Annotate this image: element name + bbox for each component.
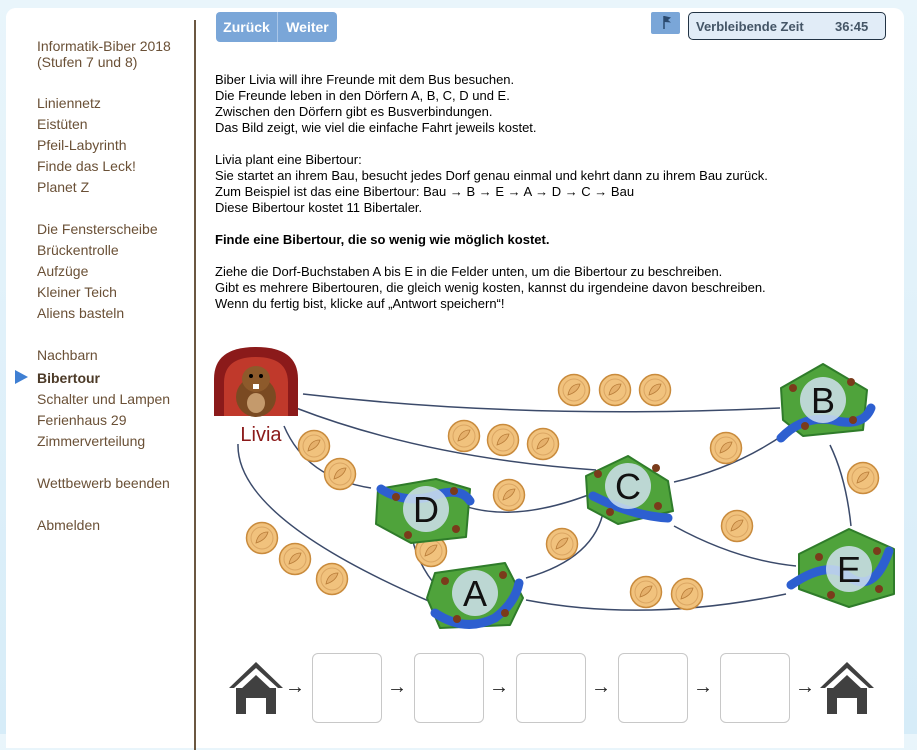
bibertaler-coin-icon	[494, 480, 525, 511]
timer-label: Verbleibende Zeit	[696, 19, 804, 34]
village-b[interactable]	[781, 364, 871, 438]
intro-line: Zwischen den Dörfern gibt es Busverbindungen.	[215, 104, 493, 119]
village-letter[interactable]: D	[413, 489, 439, 530]
sequence-arrow: →	[693, 676, 713, 698]
bibertaler-coin-icon	[317, 564, 348, 595]
beaver-hut-icon	[801, 422, 809, 430]
answer-slot-4[interactable]	[618, 653, 688, 723]
bibertaler-coin-icon	[631, 577, 662, 608]
village-c[interactable]	[586, 456, 673, 524]
beaver-belly	[247, 393, 265, 413]
intro-line: Biber Livia will ihre Freunde mit dem Bus besuchen.	[215, 72, 515, 87]
beaver-eye	[259, 374, 263, 378]
task-frame	[6, 8, 904, 748]
instruction-line: Wenn du fertig bist, klicke auf „Antwort speichern“!	[215, 296, 505, 311]
sidebar-item-planet-z[interactable]: Planet Z	[37, 179, 90, 195]
intro-line: Das Bild zeigt, wie viel die einfache Fahrt jeweils kostet.	[215, 120, 537, 135]
tour-line: Diese Bibertour kostet 11 Bibertaler.	[215, 200, 423, 215]
answer-slot-3[interactable]	[516, 653, 586, 723]
livia-home	[214, 347, 298, 446]
contest-subtitle: (Stufen 7 und 8)	[37, 54, 138, 70]
sidebar-item-aufzuege[interactable]: Aufzüge	[37, 263, 89, 279]
village-letter[interactable]: B	[810, 380, 836, 421]
beaver-hut-icon	[392, 493, 400, 501]
answer-slot-5[interactable]	[720, 653, 790, 723]
sequence-arrow: →	[795, 676, 815, 698]
sequence-arrow: →	[591, 676, 611, 698]
sidebar-item-zimmerverteilung[interactable]: Zimmerverteilung	[37, 433, 146, 449]
village-letter[interactable]: A	[462, 573, 488, 614]
beaver-hut-icon	[499, 571, 507, 579]
beaver-hut-icon	[849, 416, 857, 424]
beaver-hut-icon	[654, 502, 662, 510]
beaver-teeth	[253, 384, 259, 389]
bibertaler-coin-icon	[722, 511, 753, 542]
bibertaler-coin-icon	[711, 433, 742, 464]
bibertaler-coin-icon	[280, 544, 311, 575]
tour-line: Sie startet an ihrem Bau, besucht jedes Dorf genau einmal und kehrt dann zu ihrem Bau zurück.	[215, 168, 768, 183]
beaver-hut-icon	[441, 577, 449, 585]
instruction-line: Gibt es mehrere Bibertouren, die gleich wenig kosten, kannst du irgendeine davon beschreiben.	[215, 280, 766, 295]
sequence-arrow: →	[489, 676, 509, 698]
answer-slot-2[interactable]	[414, 653, 484, 723]
end-home-icon	[820, 662, 874, 714]
bibertaler-coin-icon	[547, 529, 578, 560]
bibertaler-coin-icon	[449, 421, 480, 452]
bus-network-map	[6, 8, 904, 742]
bibertaler-coin-icon	[600, 375, 631, 406]
timer-value: 36:45	[835, 19, 869, 34]
beaver-hut-icon	[452, 525, 460, 533]
route-b-e	[830, 445, 851, 526]
instruction-line: Ziehe die Dorf-Buchstaben A bis E in die Felder unten, um die Bibertour zu beschreiben.	[215, 264, 723, 279]
bibertaler-coin-icon	[528, 429, 559, 460]
beaver-hut-icon	[873, 547, 881, 555]
end-contest-link[interactable]: Wettbewerb beenden	[37, 475, 170, 491]
beaver-hut-icon	[404, 531, 412, 539]
beaver-hut-icon	[875, 585, 883, 593]
answer-slot-1[interactable]	[312, 653, 382, 723]
beaver-hut-icon	[789, 384, 797, 392]
contest-title: Informatik-Biber 2018	[37, 38, 171, 54]
tour-line: Livia plant eine Bibertour:	[215, 152, 362, 167]
tour-line: Zum Beispiel ist das eine Bibertour: Bau → B → E → A → D → C → Bau	[215, 184, 635, 199]
sidebar-item-aliens-basteln[interactable]: Aliens basteln	[37, 305, 125, 321]
bibertaler-coin-icon	[848, 463, 879, 494]
next-button[interactable]: Weiter	[278, 12, 337, 42]
route-bau-b	[303, 394, 780, 412]
sidebar-item-fensterscheibe[interactable]: Die Fensterscheibe	[37, 221, 158, 237]
bibertaler-coin-icon	[559, 375, 590, 406]
bibertaler-coin-icon	[488, 425, 519, 456]
sequence-arrow: →	[387, 676, 407, 698]
bibertaler-coin-icon	[325, 459, 356, 490]
village-a[interactable]	[427, 563, 523, 628]
beaver-hut-icon	[501, 609, 509, 617]
intro-line: Die Freunde leben in den Dörfern A, B, C, D und E.	[215, 88, 510, 103]
village-letter[interactable]: C	[615, 466, 641, 507]
beaver-hut-icon	[450, 487, 458, 495]
sidebar-item-pfeil-labyrinth[interactable]: Pfeil-Labyrinth	[37, 137, 127, 153]
beaver-hut-icon	[815, 553, 823, 561]
logout-link[interactable]: Abmelden	[37, 517, 101, 533]
beaver-hut-icon	[606, 508, 614, 516]
sequence-arrow: →	[285, 676, 305, 698]
village-letter[interactable]: E	[836, 549, 862, 590]
sidebar-item-eistueten[interactable]: Eistüten	[37, 116, 88, 132]
home-label: Livia	[240, 424, 282, 446]
beaver-hut-icon	[453, 615, 461, 623]
bibertaler-coin-icon	[247, 523, 278, 554]
bibertaler-coin-icon	[640, 375, 671, 406]
village-d[interactable]	[376, 479, 470, 543]
sidebar-item-finde-das-leck[interactable]: Finde das Leck!	[37, 158, 136, 174]
sidebar-item-liniennetz[interactable]: Liniennetz	[37, 95, 101, 111]
sidebar-item-brueckentrolle[interactable]: Brückentrolle	[37, 242, 119, 258]
start-home-icon	[229, 662, 283, 714]
sidebar-item-ferienhaus-29[interactable]: Ferienhaus 29	[37, 412, 127, 428]
village-e[interactable]	[791, 529, 894, 607]
bibertaler-coin-icon	[299, 431, 330, 462]
back-button[interactable]: Zurück	[216, 12, 278, 42]
sidebar-item-kleiner-teich[interactable]: Kleiner Teich	[37, 284, 117, 300]
sidebar-item-nachbarn[interactable]: Nachbarn	[37, 347, 98, 363]
sidebar-item-bibertour[interactable]: Bibertour	[37, 370, 100, 386]
beaver-hut-icon	[652, 464, 660, 472]
task-question: Finde eine Bibertour, die so wenig wie möglich kostet.	[215, 232, 550, 247]
sidebar-item-schalter-und-lampen[interactable]: Schalter und Lampen	[37, 391, 171, 407]
bibertaler-coin-icon	[672, 579, 703, 610]
beaver-eye	[249, 374, 253, 378]
beaver-hut-icon	[847, 378, 855, 386]
beaver-hut-icon	[827, 591, 835, 599]
beaver-hut-icon	[594, 470, 602, 478]
